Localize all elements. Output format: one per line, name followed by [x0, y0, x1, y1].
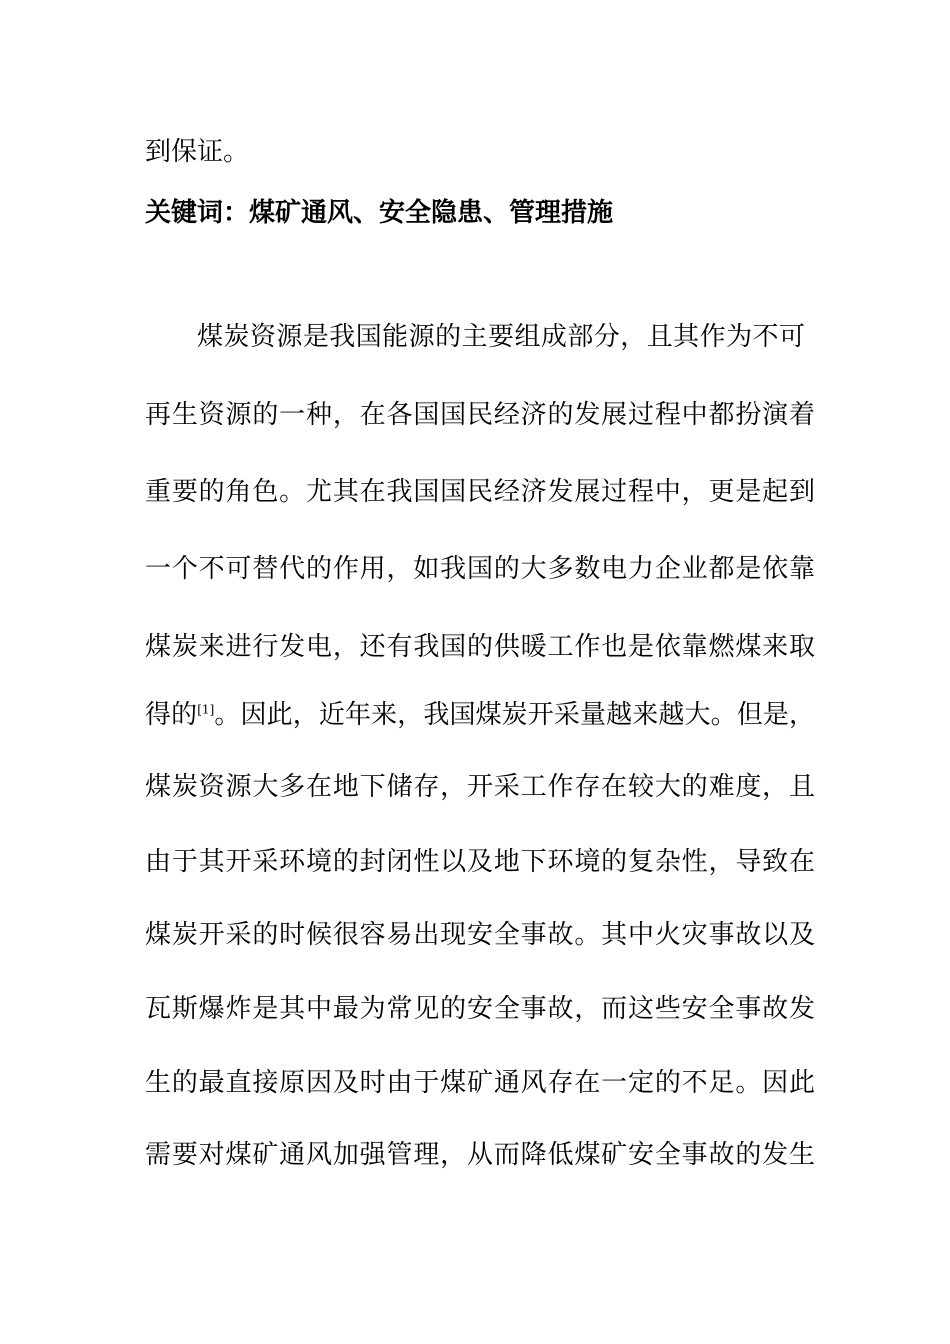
- citation-1: [1]: [197, 702, 215, 717]
- paragraph-line-4: 一个不可替代的作用，如我国的大多数电力企业都是依靠: [145, 554, 815, 584]
- paragraph-line-7: 煤炭资源大多在地下储存，开采工作存在较大的难度，且: [145, 772, 815, 802]
- line6-before: 得的: [145, 700, 198, 730]
- paragraph-line-5: 煤炭来进行发电，还有我国的供暖工作也是依靠燃煤来取: [145, 632, 815, 662]
- paragraph-line-2: 再生资源的一种，在各国国民经济的发展过程中都扮演着: [145, 400, 815, 430]
- line6-after: 。因此，近年来，我国煤炭开采量越来越大。但是，: [214, 700, 815, 730]
- paragraph-line-1: 煤炭资源是我国能源的主要组成部分，且其作为不可: [197, 322, 805, 352]
- abstract-tail: 到保证。: [145, 137, 250, 167]
- keywords-line: 关键词：煤矿通风、安全隐患、管理措施: [145, 198, 614, 228]
- paragraph-line-12: 需要对煤矿通风加强管理，从而降低煤矿安全事故的发生: [145, 1140, 815, 1170]
- paragraph-line-3: 重要的角色。尤其在我国国民经济发展过程中，更是起到: [145, 477, 815, 507]
- paragraph-line-9: 煤炭开采的时候很容易出现安全事故。其中火灾事故以及: [145, 920, 815, 950]
- paragraph-line-6: [145, 700, 815, 730]
- paragraph-line-10: 瓦斯爆炸是其中最为常见的安全事故，而这些安全事故发: [145, 994, 815, 1024]
- paragraph-line-11: 生的最直接原因及时由于煤矿通风存在一定的不足。因此: [145, 1068, 815, 1098]
- paragraph-line-8: 由于其开采环境的封闭性以及地下环境的复杂性，导致在: [145, 847, 815, 877]
